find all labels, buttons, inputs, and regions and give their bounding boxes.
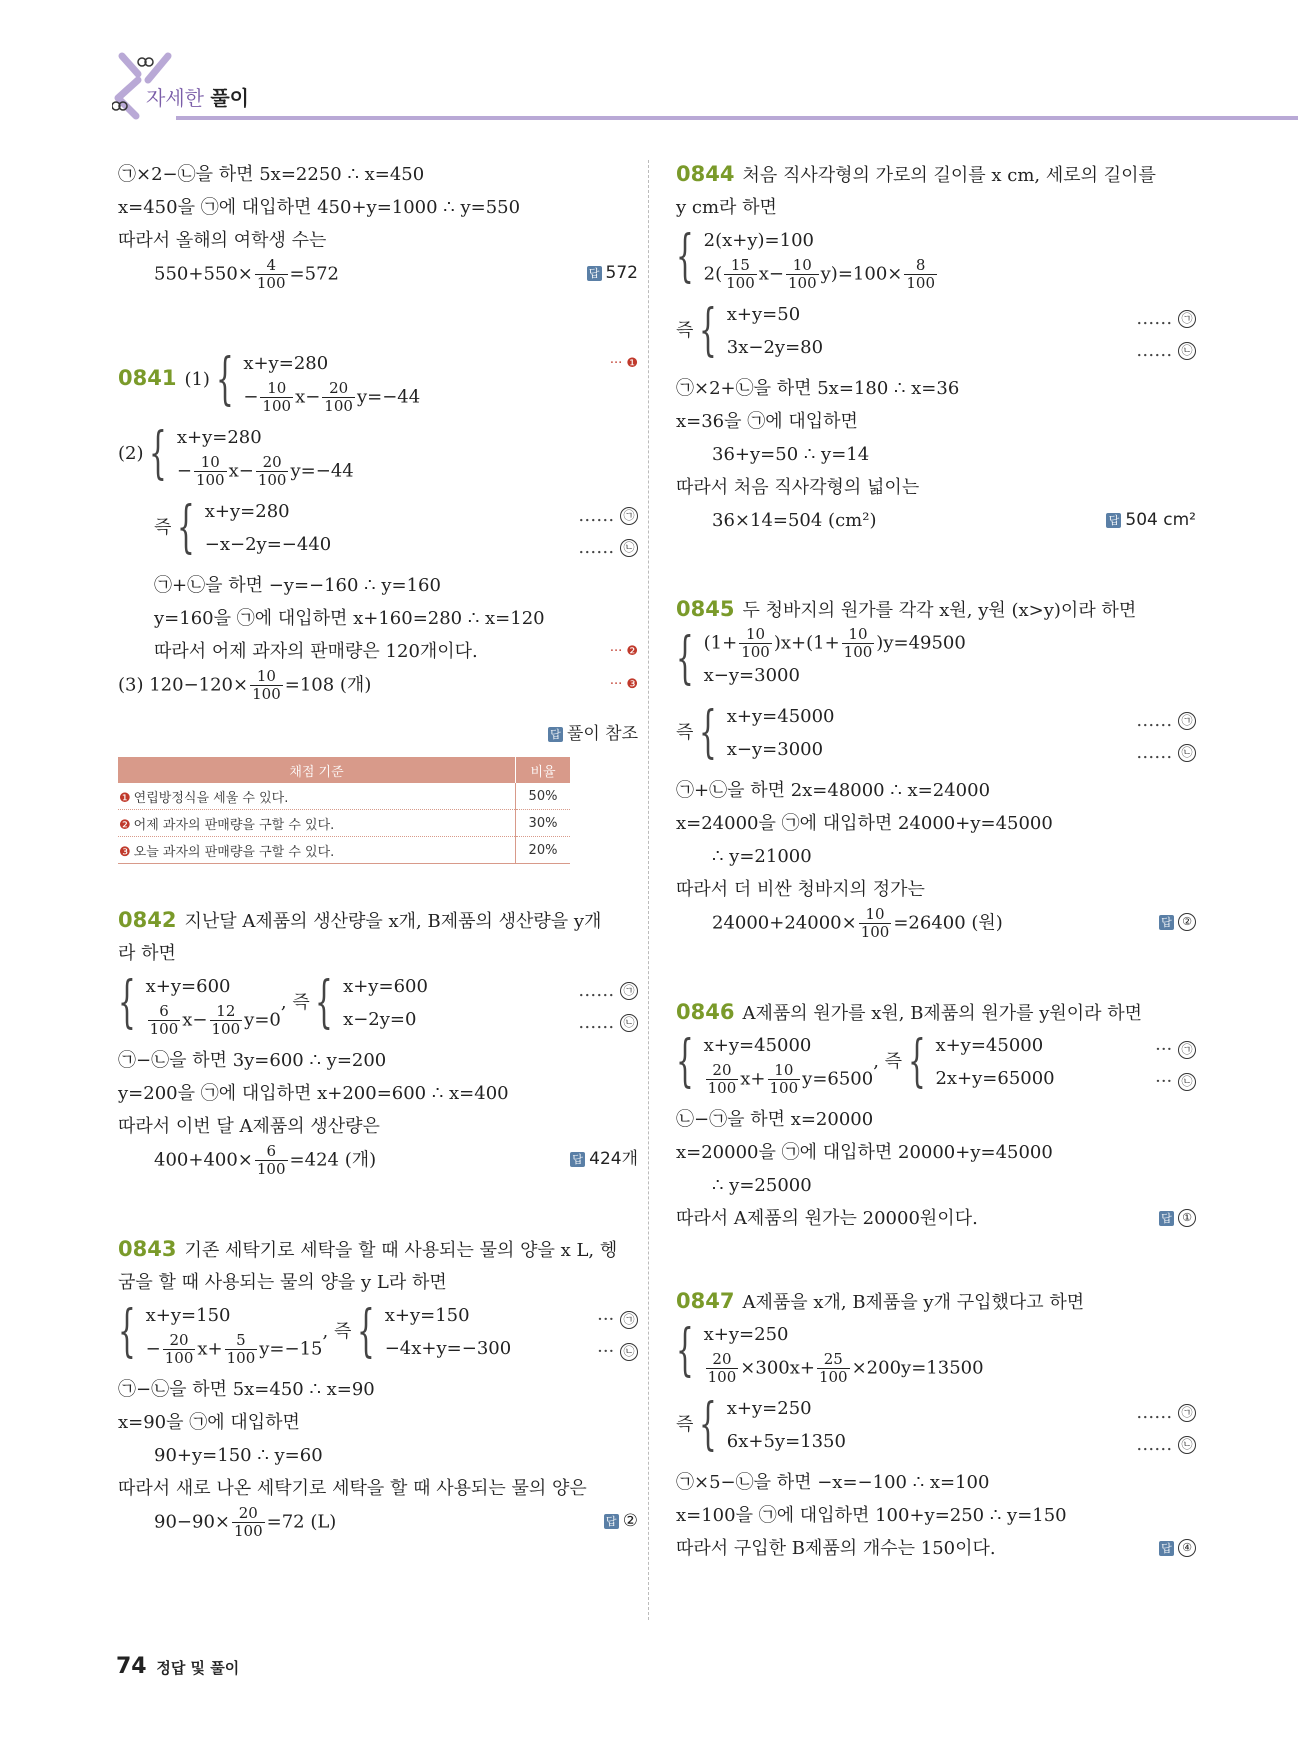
brace-icon: {	[315, 970, 334, 1035]
problem-0843-statement: 0843 기존 세탁기로 세탁을 할 때 사용되는 물의 양을 x L, 헹	[118, 1237, 618, 1261]
header-title-a: 자세한	[146, 86, 204, 110]
problem-0841-part1	[118, 347, 638, 421]
answer-badge: 답 ①	[1159, 1202, 1196, 1235]
problem-number: 0844	[676, 162, 735, 186]
text-line: 따라서 이번 달 A제품의 생산량은	[118, 1116, 380, 1137]
answer-badge: 답 424개	[570, 1143, 638, 1176]
header-title-b: 풀이	[210, 86, 249, 110]
text-line: ㉠×2+㉡을 하면 5x=180 ∴ x=36	[676, 378, 960, 399]
equation-system: { (1+ $\frac{10}{100}$ )x+(1+ $\frac{10}{100}$ )y=49500 x−y=3000	[676, 625, 966, 691]
brace-icon: {	[699, 1392, 717, 1457]
problem-number: 0843	[118, 1237, 177, 1261]
answer-mark-icon: 답	[1159, 1541, 1174, 1556]
eq-tag: …… ㉡	[1136, 1428, 1196, 1461]
equation-system: { x+y=250 $\frac{20}{100}$ ×300x+ $\frac{25}{100}$ ×200y=13500	[676, 1318, 984, 1386]
expr: 550+550×	[154, 263, 253, 285]
text-line: x=100을 ㉠에 대입하면 100+y=250 ∴ y=150	[676, 1505, 1067, 1526]
eq-tag: …… ㉡	[578, 1006, 638, 1039]
left-column	[118, 158, 638, 1555]
text-line: ∴ y=21000	[712, 846, 812, 867]
text-line: x=450을 ㉠에 대입하면 450+y=1000 ∴ y=550	[118, 197, 521, 218]
text-line: x=90을 ㉠에 대입하면	[118, 1412, 300, 1433]
brace-icon: {	[907, 1029, 926, 1094]
text-line: y cm라 하면	[676, 197, 777, 218]
text-line: 라 하면	[118, 943, 176, 964]
problem-0845-statement: 0845 두 청바지의 원가를 각각 x원, y원 (x>y)이라 하면	[676, 597, 1137, 621]
problem-number: 0842	[118, 908, 177, 932]
text-line: 90+y=150 ∴ y=60	[154, 1445, 323, 1466]
text-line: ㉠+㉡을 하면 −y=−160 ∴ y=160	[154, 575, 441, 596]
brace-icon: {	[676, 224, 694, 289]
step-marker: ··· ❷	[609, 644, 638, 659]
equation-system: { 2(x+y)=100 2( $\frac{15}{100}$ x− $\frac{10}{100}$ y)=100× $\frac{8}{100}$	[676, 224, 935, 292]
problem-0844-statement: 0844 처음 직사각형의 가로의 길이를 x cm, 세로의 길이를	[676, 162, 1156, 186]
table-header: 비율	[516, 757, 571, 783]
header-rule	[176, 116, 1298, 120]
answer-mark-icon: 답	[1106, 513, 1121, 528]
equation-line: 90−90× $\frac{20}{100}$ =72 (L) 답 ②	[154, 1504, 638, 1540]
equation-line: 24000+24000× $\frac{10}{100}$ =26400 (원) 답 ②	[676, 906, 1196, 956]
problem-0841-part2	[118, 421, 638, 495]
text-line: 따라서 구입한 B제품의 개수는 150이다. 답 ④	[676, 1532, 1196, 1565]
text-line: 굼을 할 때 사용되는 물의 양을 y L라 하면	[118, 1272, 447, 1293]
eq-tag: …… ㉡	[1136, 736, 1196, 769]
equation-line: (3) 120−120× $\frac{10}{100}$ =108 (개) ··· ❸	[118, 667, 638, 703]
equation-system-labeled: 즉 { x+y=250 6x+5y=1350 …… ㉠ …… ㉡	[676, 1392, 1196, 1466]
equation-line: 400+400× $\frac{6}{100}$ =424 (개) 답 424개	[154, 1142, 638, 1178]
text-line: ㉠−㉡을 하면 3y=600 ∴ y=200	[118, 1050, 387, 1071]
answer-mark-icon: 답	[587, 266, 602, 281]
equation-system-labeled: { x+y=600 $\frac{6}{100}$ x− $\frac{12}{100}$ y=0 , 즉 { x+y=600 x−2y=0 …… ㉠ …… ㉡	[118, 970, 638, 1044]
brace-icon: {	[215, 347, 234, 412]
page-footer	[116, 1654, 239, 1679]
column-divider	[648, 160, 649, 1620]
equation-system-labeled: 즉 { x+y=280 −x−2y=−440 …… ㉠ …… ㉡	[118, 495, 638, 569]
problem-0846-statement: 0846 A제품의 원가를 x원, B제품의 원가를 y원이라 하면	[676, 1000, 1143, 1024]
equation-system-labeled: { x+y=150 − $\frac{20}{100}$ x+ $\frac{5}{100}$ y=−15 , 즉 { x+y=150 −4x+y=−300 ··· ㉠ ··· ㉡	[118, 1299, 638, 1373]
eq-tag: ··· ㉡	[1155, 1065, 1196, 1098]
problem-0847-statement: 0847 A제품을 x개, B제품을 y개 구입했다고 하면	[676, 1289, 1085, 1313]
equation-system: x+y=280 − $\frac{10}{100}$ x− $\frac{20}{100}$ y=−44	[243, 353, 421, 415]
text-line: 따라서 A제품의 원가는 20000원이다. 답 ①	[676, 1202, 1196, 1235]
table-header: 채점 기준	[118, 757, 516, 783]
eq-tag: ··· ㉠	[597, 1303, 638, 1336]
right-column	[676, 158, 1196, 1565]
answer-badge: 답 ②	[604, 1505, 638, 1538]
text-line: x=36을 ㉠에 대입하면	[676, 411, 858, 432]
answer-badge: 답 ②	[1159, 906, 1196, 939]
answer-mark-icon: 답	[1159, 1211, 1174, 1226]
equation-system-labeled: 즉 { x+y=50 3x−2y=80 …… ㉠ …… ㉡	[676, 298, 1196, 372]
table-row: ❶ 연립방정식을 세울 수 있다. 50%	[118, 783, 570, 810]
fraction: $\frac{4}{100}$	[256, 256, 286, 292]
answer-badge: 답 ④	[1159, 1532, 1196, 1565]
text-line: ㉠×2−㉡을 하면 5x=2250 ∴ x=450	[118, 164, 425, 185]
brace-icon: {	[676, 1318, 694, 1383]
brace-icon: {	[118, 1299, 136, 1364]
equation-line	[118, 257, 638, 307]
footer-label: 정답 및 풀이	[156, 1659, 240, 1677]
eq-tag: …… ㉡	[578, 531, 638, 564]
answer-mark-icon: 답	[570, 1152, 585, 1167]
eq-tag: …… ㉠	[1136, 704, 1196, 737]
problem-0842-statement: 0842 지난달 A제품의 생산량을 x개, B제품의 생산량을 y개	[118, 908, 602, 932]
text-line: y=160을 ㉠에 대입하면 x+160=280 ∴ x=120	[154, 608, 545, 629]
brace-icon: {	[357, 1299, 375, 1364]
expr: =572	[289, 263, 339, 285]
brace-icon: {	[676, 1029, 694, 1094]
eq-tag: …… ㉠	[578, 974, 638, 1007]
answer-line	[118, 718, 638, 751]
brace-icon: {	[149, 421, 168, 486]
text-line: 따라서 어제 과자의 판매량은 120개이다. ··· ❷	[118, 635, 638, 668]
text-line: 따라서 올해의 여학생 수는	[118, 230, 327, 251]
text-line: ㉠×5−㉡을 하면 −x=−100 ∴ x=100	[676, 1472, 990, 1493]
eq-tag: …… ㉡	[1136, 334, 1196, 367]
eq-tag: …… ㉠	[1136, 302, 1196, 335]
step-marker: ··· ❶	[609, 356, 638, 371]
text-line: ㉡−㉠을 하면 x=20000	[676, 1109, 874, 1130]
answer-badge: 답 504 cm²	[1106, 504, 1196, 537]
equation-system-labeled: 즉 { x+y=45000 x−y=3000 …… ㉠ …… ㉡	[676, 700, 1196, 774]
text-line: 따라서 처음 직사각형의 넓이는	[676, 477, 920, 498]
answer-badge: 답 572	[587, 257, 638, 290]
text-line: 따라서 새로 나온 세탁기로 세탁을 할 때 사용되는 물의 양은	[118, 1478, 587, 1499]
text-line: ㉠+㉡을 하면 2x=48000 ∴ x=24000	[676, 780, 991, 801]
text-line: ∴ y=25000	[712, 1175, 812, 1196]
eq-tag: ··· ㉡	[597, 1335, 638, 1368]
problem-number: 0841	[118, 366, 177, 390]
eq-tag: …… ㉠	[578, 499, 638, 532]
page-header-title	[146, 82, 249, 111]
brace-icon: {	[699, 700, 717, 765]
problem-number: 0846	[676, 1000, 735, 1024]
answer-mark-icon: 답	[1159, 915, 1174, 930]
brace-icon: {	[118, 970, 136, 1035]
text-line: 36+y=50 ∴ y=14	[712, 444, 870, 465]
answer-badge: 답 풀이 참조	[548, 718, 638, 751]
table-row: ❸ 오늘 과자의 판매량을 구할 수 있다. 20%	[118, 837, 570, 864]
equation-system: x+y=280 − $\frac{10}{100}$ x− $\frac{20}{100}$ y=−44	[176, 427, 354, 489]
text-line: ㉠−㉡을 하면 5x=450 ∴ x=90	[118, 1379, 375, 1400]
equation-line: 36×14=504 (cm²) 답 504 cm²	[676, 504, 1196, 537]
part-label: (2)	[118, 443, 144, 464]
page-number: 74	[116, 1654, 147, 1679]
equation-system-labeled: { x+y=45000 $\frac{20}{100}$ x+ $\frac{10}{100}$ y=6500 , 즉 { x+y=45000 2x+y=65000 ··· ㉠ ··· ㉡	[676, 1029, 1196, 1103]
answer-mark-icon: 답	[548, 727, 563, 742]
eq-tag: ··· ㉠	[1155, 1033, 1196, 1066]
brace-icon: {	[177, 495, 195, 560]
answer-mark-icon: 답	[604, 1514, 619, 1529]
problem-number: 0845	[676, 597, 735, 621]
brace-icon: {	[699, 298, 717, 363]
text-line: 따라서 더 비싼 청바지의 정가는	[676, 879, 925, 900]
brace-icon: {	[676, 626, 694, 691]
text-line: y=200을 ㉠에 대입하면 x+200=600 ∴ x=400	[118, 1083, 509, 1104]
part-label: (1)	[184, 369, 210, 390]
step-marker: ··· ❸	[609, 677, 638, 692]
table-row: ❷ 어제 과자의 판매량을 구할 수 있다. 30%	[118, 810, 570, 837]
text-line: x=20000을 ㉠에 대입하면 20000+y=45000	[676, 1142, 1053, 1163]
text-line: x=24000을 ㉠에 대입하면 24000+y=45000	[676, 813, 1053, 834]
eq-tag: …… ㉠	[1136, 1396, 1196, 1429]
scoring-table	[118, 757, 570, 864]
problem-number: 0847	[676, 1289, 735, 1313]
